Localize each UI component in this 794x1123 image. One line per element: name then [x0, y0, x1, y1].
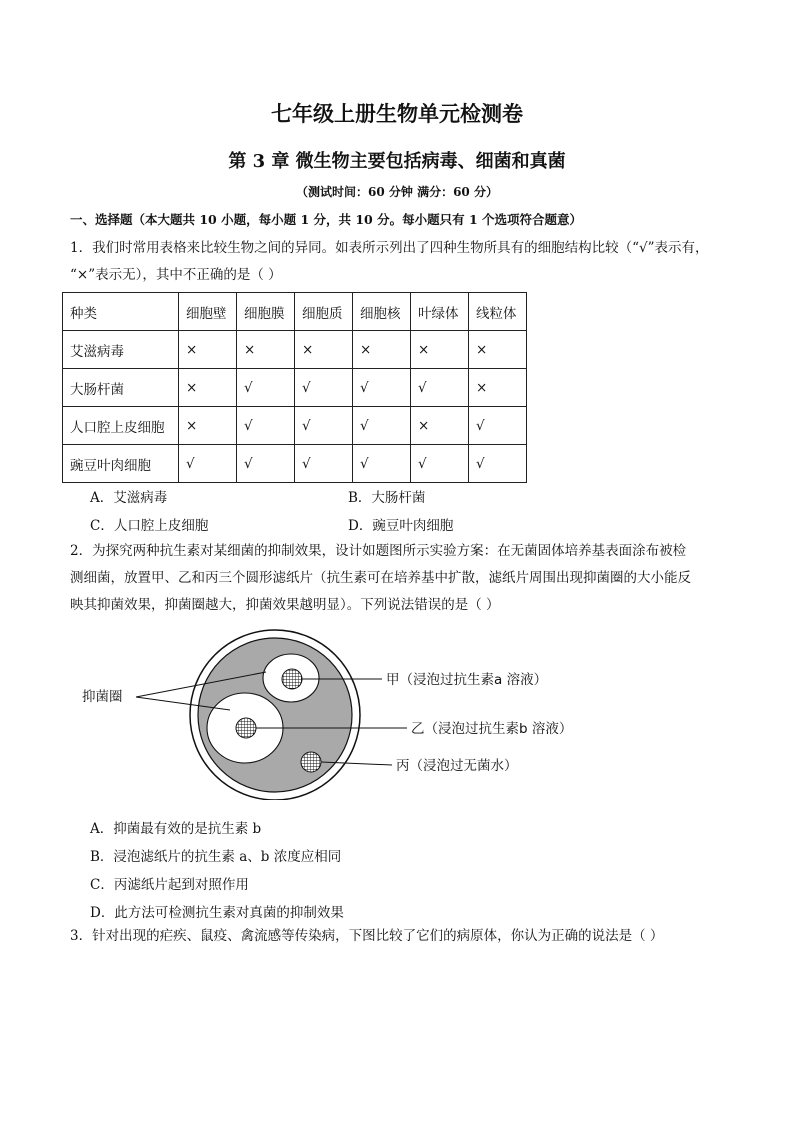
table-header-cell: 种类 — [63, 293, 179, 331]
filter-paper-b-icon — [236, 718, 256, 738]
label-paper-c: 丙（浸泡过无菌水） — [396, 758, 518, 774]
q2-option-c: C．丙滤纸片起到对照作用 — [90, 877, 249, 893]
exam-meta: （测试时间：60 分钟 满分：60 分） — [296, 185, 498, 199]
table-cell: √ — [237, 445, 295, 483]
table-cell: √ — [179, 445, 237, 483]
table-cell: √ — [237, 369, 295, 407]
table-cell: × — [469, 331, 527, 369]
table-cell: √ — [411, 445, 469, 483]
chapter-subtitle: 第 3 章 微生物主要包括病毒、细菌和真菌 — [228, 151, 566, 172]
table-cell: × — [411, 331, 469, 369]
question-1-stem-line2: “×”表示无），其中不正确的是（ ） — [70, 267, 282, 283]
filter-paper-a-icon — [282, 669, 302, 689]
table-cell: × — [469, 369, 527, 407]
page-title: 七年级上册生物单元检测卷 — [271, 101, 523, 126]
table-header-cell: 细胞壁 — [179, 293, 237, 331]
table-cell: × — [411, 407, 469, 445]
question-2-stem-line1: 2．为探究两种抗生素对某细菌的抑制效果，设计如题图所示实验方案：在无菌固体培养基表面涂布被检 — [70, 543, 687, 559]
filter-paper-c-icon — [301, 752, 321, 772]
table-cell: 人口腔上皮细胞 — [63, 407, 179, 445]
label-paper-b: 乙（浸泡过抗生素b 溶液） — [411, 721, 573, 737]
label-paper-a: 甲（浸泡过抗生素a 溶液） — [386, 672, 548, 688]
table-cell: × — [179, 331, 237, 369]
table-row — [63, 331, 527, 369]
table-cell: √ — [469, 445, 527, 483]
question-3-stem: 3．针对出现的疟疾、鼠疫、禽流感等传染病，下图比较了它们的病原体，你认为正确的说法是（ ） — [70, 928, 664, 944]
question-1 — [70, 235, 730, 289]
table-cell: 豌豆叶肉细胞 — [63, 445, 179, 483]
section-heading: 一、选择题（本大题共 10 小题，每小题 1 分，共 10 分。每小题只有 1 个选项符合题意） — [70, 212, 583, 227]
table-header-cell: 细胞质 — [295, 293, 353, 331]
q1-option-d: D．豌豆叶肉细胞 — [348, 518, 454, 534]
table-row — [63, 445, 527, 483]
question-2-stem-line2: 测细菌，放置甲、乙和丙三个圆形滤纸片（抗生素可在培养基中扩散，滤纸片周围出现抑菌圈的大小能反 — [70, 570, 691, 586]
question-2 — [70, 538, 730, 619]
table-row — [63, 407, 527, 445]
q2-option-a: A．抑菌最有效的是抗生素 b — [90, 821, 262, 837]
q2-option-b: B．浸泡滤纸片的抗生素 a、b 浓度应相同 — [90, 849, 342, 865]
table-header-cell: 叶绿体 — [411, 293, 469, 331]
table-cell: √ — [237, 407, 295, 445]
q1-option-a: A．艾滋病毒 — [90, 490, 168, 506]
table-cell: √ — [295, 369, 353, 407]
table-header-cell: 细胞核 — [353, 293, 411, 331]
table-cell: √ — [295, 445, 353, 483]
table-cell: √ — [469, 407, 527, 445]
cell-structure-table — [62, 292, 527, 483]
table-cell: 艾滋病毒 — [63, 331, 179, 369]
table-header-cell: 线粒体 — [469, 293, 527, 331]
table-cell: × — [353, 331, 411, 369]
q1-option-b: B．大肠杆菌 — [348, 490, 426, 506]
table-header-row — [63, 293, 527, 331]
table-cell: √ — [411, 369, 469, 407]
table-cell: × — [295, 331, 353, 369]
table-cell: √ — [353, 445, 411, 483]
table-cell: × — [179, 369, 237, 407]
table-cell: × — [237, 331, 295, 369]
table-row — [63, 369, 527, 407]
question-1-stem-line1: 1．我们时常用表格来比较生物之间的异同。如表所示列出了四种生物所具有的细胞结构比较（“√”表示有， — [70, 240, 709, 256]
table-cell: √ — [353, 369, 411, 407]
table-cell: √ — [295, 407, 353, 445]
label-inhibition-ring: 抑菌圈 — [82, 689, 123, 705]
table-header-cell: 细胞膜 — [237, 293, 295, 331]
question-2-stem-line3: 映其抑菌效果，抑菌圈越大，抑菌效果越明显）。下列说法错误的是（ ） — [70, 597, 500, 613]
table-cell: √ — [353, 407, 411, 445]
table-cell: × — [179, 407, 237, 445]
petri-dish-diagram — [70, 625, 590, 800]
q2-option-d: D．此方法可检测抗生素对真菌的抑制效果 — [90, 905, 344, 921]
table-cell: 大肠杆菌 — [63, 369, 179, 407]
q1-option-c: C．人口腔上皮细胞 — [90, 518, 209, 534]
